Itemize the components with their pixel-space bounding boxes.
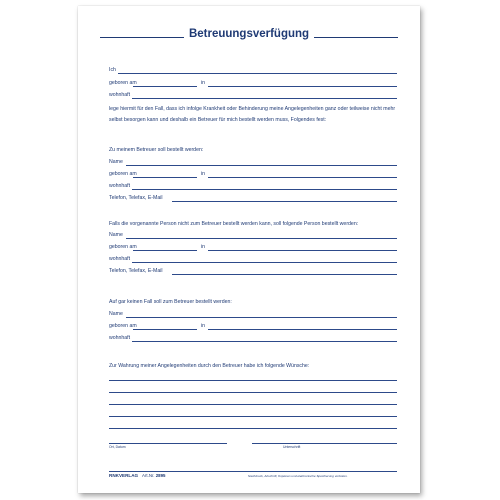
field-betreuer-name[interactable] [126,165,397,166]
page-title: Betreuungsverfügung [188,28,310,40]
label-wohnhaft: wohnhaft [109,256,131,262]
label-in: in [201,244,206,250]
wishes-line-4[interactable] [109,416,397,417]
label-kontakt: Telefon, Telefax, E-Mail [109,268,163,274]
footer-rule [109,471,397,472]
field-ort-datum[interactable] [109,443,227,444]
wishes-line-5[interactable] [109,428,397,429]
field-geburtsort[interactable] [208,86,397,87]
field-ersatz-name[interactable] [126,238,397,239]
title-rule-left [100,37,184,38]
section1-heading: Zu meinem Betreuer soll bestellt werden: [109,147,204,153]
field-ich[interactable] [118,73,397,74]
label-name: Name [109,311,123,317]
label-wohnhaft: wohnhaft [109,335,131,341]
title-row [100,27,398,41]
label-geboren-am: geboren am [109,80,137,86]
field-geboren-am[interactable] [133,86,197,87]
article-number-value: 2895 [155,473,166,478]
field-ausschluss-geboren-am[interactable] [133,329,197,330]
field-ersatz-kontakt[interactable] [172,274,397,275]
field-betreuer-geboren-am[interactable] [133,177,197,178]
label-geboren-am: geboren am [109,171,137,177]
label-kontakt: Telefon, Telefax, E-Mail [109,195,163,201]
label-ort-datum: Ort, Datum [109,445,126,449]
field-wohnhaft[interactable] [132,98,397,99]
wishes-line-2[interactable] [109,392,397,393]
copyright-notice: Nachdruck, Abschrift, Kopieren und elektronische Speicherung verboten. [248,473,348,478]
field-ersatz-wohnhaft[interactable] [132,262,397,263]
section3-heading: Auf gar keinen Fall soll zum Betreuer bestellt werden: [109,299,232,305]
wishes-line-3[interactable] [109,404,397,405]
label-unterschrift: Unterschrift [283,445,301,449]
label-geboren-am: geboren am [109,323,137,329]
declaration-text: lege hiermit für den Fall, dass ich infolge Krankheit oder Behinderung meine Angelegenheiten ganz oder teilweise nicht mehr selbst besorgen kann und deshalb ein Betreuer für mich bestellt werden muss, Folgendes fest: [109,106,396,123]
section4-heading: Zur Wahrung meiner Angelegenheiten durch den Betreuer habe ich folgende Wünsche: [109,363,310,369]
label-in: in [201,80,206,86]
field-ausschluss-name[interactable] [126,317,397,318]
title-rule-right [314,37,398,38]
section2-heading: Falls die vorgenannte Person nicht zum Betreuer bestellt werden kann, soll folgende Person bestellt werden: [109,221,359,227]
label-geboren-am: geboren am [109,244,137,250]
field-ausschluss-wohnhaft[interactable] [132,341,397,342]
article-number-label: Art.Nr. [142,473,155,478]
field-ausschluss-geburtsort[interactable] [208,329,397,330]
field-betreuer-kontakt[interactable] [172,201,397,202]
publisher-logo: RNKVERLAG [109,473,139,478]
label-ich: Ich [109,67,116,73]
label-name: Name [109,159,123,165]
label-name: Name [109,232,123,238]
field-ersatz-geburtsort[interactable] [208,250,397,251]
label-wohnhaft: wohnhaft [109,92,131,98]
label-in: in [201,171,206,177]
field-ersatz-geboren-am[interactable] [133,250,197,251]
wishes-line-1[interactable] [109,380,397,381]
article-number [142,473,165,478]
label-wohnhaft: wohnhaft [109,183,131,189]
label-in: in [201,323,206,329]
field-betreuer-geburtsort[interactable] [208,177,397,178]
form-sheet [78,6,420,493]
field-unterschrift[interactable] [252,443,397,444]
field-betreuer-wohnhaft[interactable] [132,189,397,190]
